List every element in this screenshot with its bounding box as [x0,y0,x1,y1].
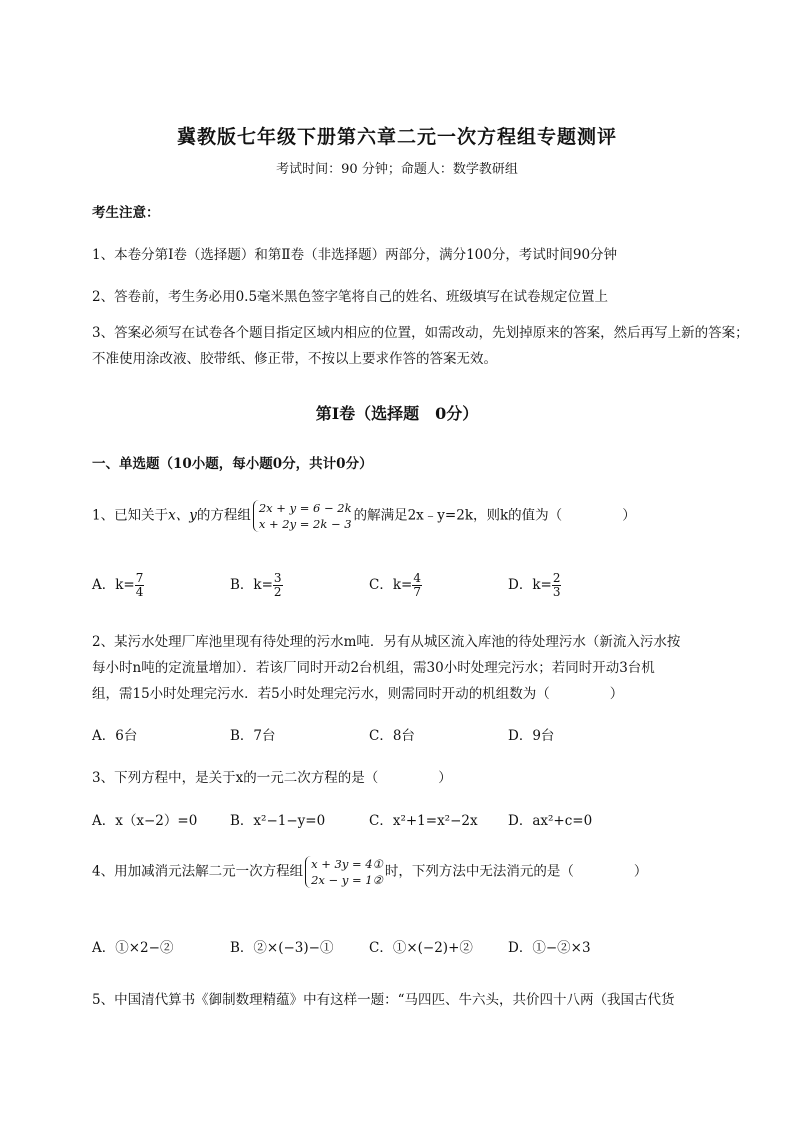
q1-option-a-den: 4 [135,585,144,599]
q2-line3-text: 组，需15小时处理完污水．若5小时处理完污水，则需同时开动的机组数为（ [92,686,550,702]
q1-option-c[interactable] [369,572,422,599]
q1-option-c-num: 4 [413,571,421,585]
q1-eq1: 2x + y = 6 − 2k [258,501,352,515]
question-2-line-1: 2、某污水处理厂库池里现有待处理的污水m吨．另有从城区流入库池的待处理污水（新流入污水按 [92,634,681,650]
q4-option-d[interactable]: D．①−②×3 [508,940,591,956]
notice-heading: 考生注意： [92,205,160,221]
q3-option-c[interactable]: C．x²+1=x²−2x [369,813,478,829]
q1-eq2: x + 2y = 2k − 3 [258,517,352,531]
question-2-line-2: 每小时n吨的定流量增加）．若该厂同时开动2台机组，需30小时处理完污水；若同时开动3台机 [92,660,655,676]
q1-option-a-fraction [135,572,145,599]
q3-option-d[interactable]: D．ax²+c=0 [508,813,593,829]
question-3 [92,766,452,786]
q2-option-d[interactable]: D．9台 [508,728,555,744]
q2-option-b[interactable]: B．7台 [230,728,276,744]
q2-option-a[interactable]: A．6台 [92,728,138,744]
q4-equation-system [305,856,383,888]
q1-option-d-label: D．k= [508,577,552,593]
question-group-heading: 一、单选题（10小题，每小题0分，共计0分） [92,456,373,472]
q3-stem: 3、下列方程中，是关于x的一元二次方程的是（ [92,770,379,786]
q1-option-c-fraction [412,572,422,599]
q4-post: 时，下列方法中无法消元的是（ [384,863,574,880]
q1-pre: 1、已知关于 [92,507,169,524]
q2-option-c[interactable]: C．8台 [369,728,415,744]
question-2-line-3 [92,682,623,702]
notice-item-1: 1、本卷分第Ⅰ卷（选择题）和第Ⅱ卷（非选择题）两部分，满分100分，考试时间90分钟 [92,247,618,263]
q1-option-b-label: B．k= [230,577,273,593]
q1-option-c-label: C．k= [369,577,413,593]
q1-option-d-den: 3 [552,585,561,599]
q3-option-a[interactable]: A．x（x−2）=0 [92,813,198,829]
q1-option-b-den: 2 [273,585,282,599]
exam-info: 考试时间：90 分钟；命题人：数学教研组 [276,162,518,177]
q4-option-b[interactable]: B．②×(−3)−① [230,940,334,956]
q1-option-b[interactable] [230,572,283,599]
q1-option-a-num: 7 [135,571,144,585]
q1-vars: x、y [168,507,197,524]
q1-close: ） [622,507,636,524]
q1-equation-system [253,500,352,532]
page-title: 冀教版七年级下册第六章二元一次方程组专题测评 [176,126,617,148]
q4-close: ） [633,863,648,880]
q1-option-a[interactable] [92,572,144,599]
q3-close: ） [438,770,452,786]
q1-option-b-num: 3 [273,571,282,585]
question-1 [92,500,636,532]
notice-item-3: 3、答案必须写在试卷各个题目指定区域内相应的位置，如需改动，先划掉原来的答案，然后再写上新的答案；不准使用涂改液、胶带纸、修正带，不按以上要求作答的答案无效。 [92,325,749,367]
q1-mid: 的方程组 [196,507,251,524]
question-5-line-1: 5、中国清代算书《御制数理精蕴》中有这样一题：“马四匹、牛六头，共价四十八两（我国古代货 [92,992,675,1008]
q2-close: ） [609,686,624,702]
section-title: 第Ⅰ卷（选择题 0分） [315,404,479,423]
q4-option-a[interactable]: A．①×2−② [92,940,174,956]
q1-option-d-num: 2 [552,571,561,585]
notice-item-2: 2、答卷前，考生务必用0.5毫米黑色签字笔将自己的姓名、班级填写在试卷规定位置上 [92,289,609,305]
q4-eq1: x + 3y = 4① [311,857,383,871]
q4-eq2: 2x − y = 1② [311,873,383,887]
q1-option-d[interactable] [508,572,561,599]
q1-post: 的解满足2x﹣y=2k，则k的值为（ [353,507,563,524]
q1-option-b-fraction [273,572,283,599]
q4-pre: 4、用加减消元法解二元一次方程组 [92,863,304,880]
q1-option-a-label: A．k= [92,577,135,593]
question-4 [92,856,647,888]
q1-option-d-fraction [552,572,562,599]
q4-option-c[interactable]: C．①×(−2)+② [369,940,473,956]
q3-option-b[interactable]: B．x²−1−y=0 [230,813,326,829]
q1-option-c-den: 7 [413,585,421,599]
